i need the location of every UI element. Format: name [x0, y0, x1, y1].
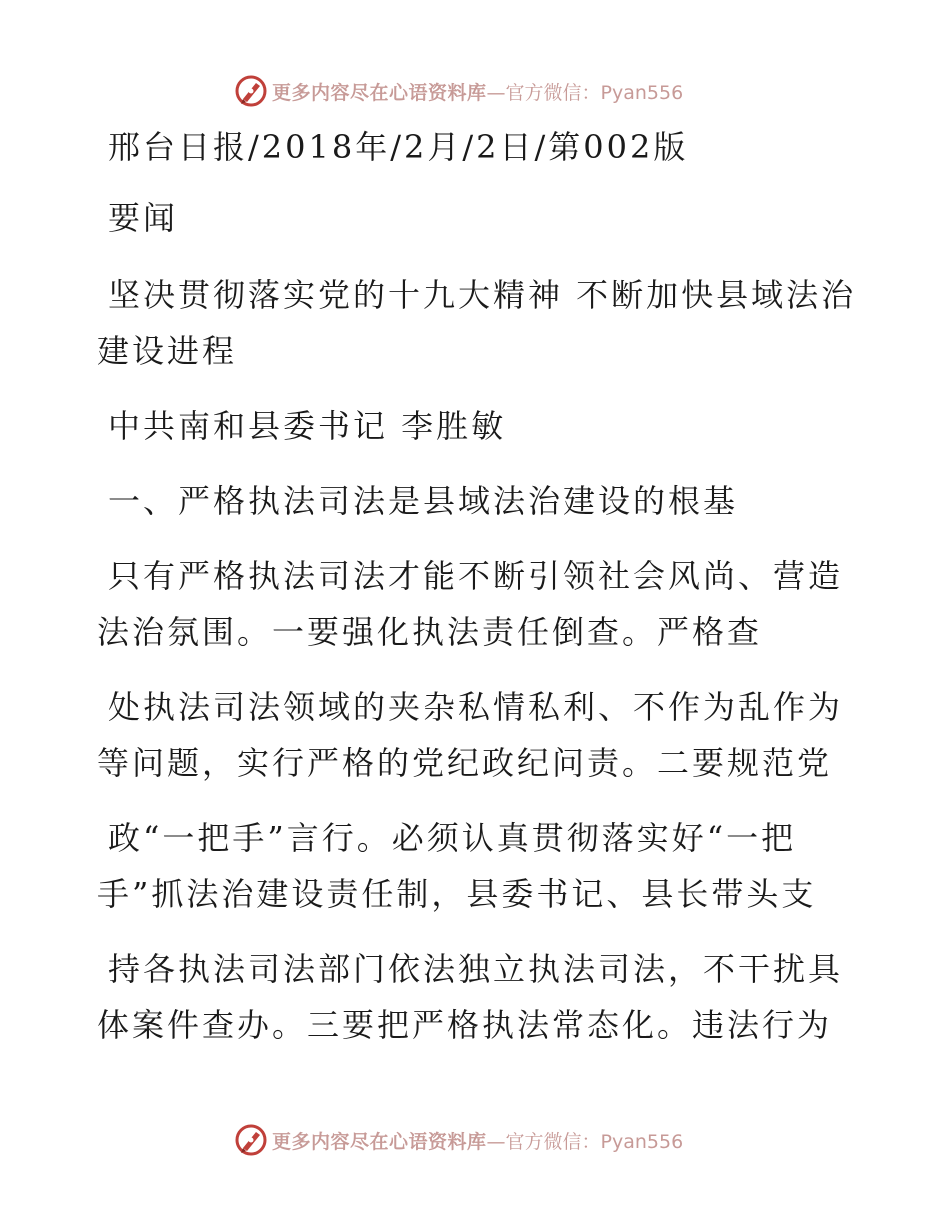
watermark-contact: —官方微信：Pyan556: [486, 81, 684, 104]
author-byline: 中共南和县委书记 李胜敏: [108, 407, 507, 445]
article-title-line-1: 坚决贯彻落实党的十九大精神 不断加快县域法治: [108, 276, 857, 314]
body-line: 只有严格执法司法才能不断引领社会风尚、营造: [108, 557, 844, 595]
body-line: 处执法司法领域的夹杂私情私利、不作为乱作为: [108, 688, 844, 726]
watermark-top: [234, 73, 683, 109]
pen-logo-icon: [234, 74, 268, 108]
body-line: 体案件查办。三要把严格执法常态化。违法行为: [97, 1006, 833, 1044]
body-line: 手”抓法治建设责任制，县委书记、县长带头支: [97, 875, 817, 913]
section-label: 要闻: [108, 199, 179, 237]
watermark-text: 更多内容尽在心语资料库: [272, 81, 487, 104]
body-line: 等问题，实行严格的党纪政纪问责。二要规范党: [97, 744, 833, 782]
body-line: 持各执法司法部门依法独立执法司法，不干扰具: [108, 950, 844, 988]
article-title-line-2: 建设进程: [97, 332, 238, 370]
watermark-contact: —官方微信：Pyan556: [486, 1130, 684, 1153]
newspaper-header: 邢台日报/2018年/2月/2日/第002版: [108, 128, 689, 166]
pen-logo-icon: [234, 1123, 268, 1157]
body-line: 法治氛围。一要强化执法责任倒查。严格查: [97, 613, 763, 651]
watermark-text: 更多内容尽在心语资料库: [272, 1130, 487, 1153]
watermark-bottom: [234, 1122, 683, 1158]
section-heading: 一、严格执法司法是县域法治建设的根基: [108, 482, 739, 520]
body-line: 政“一把手”言行。必须认真贯彻落实好“一把: [108, 819, 797, 857]
